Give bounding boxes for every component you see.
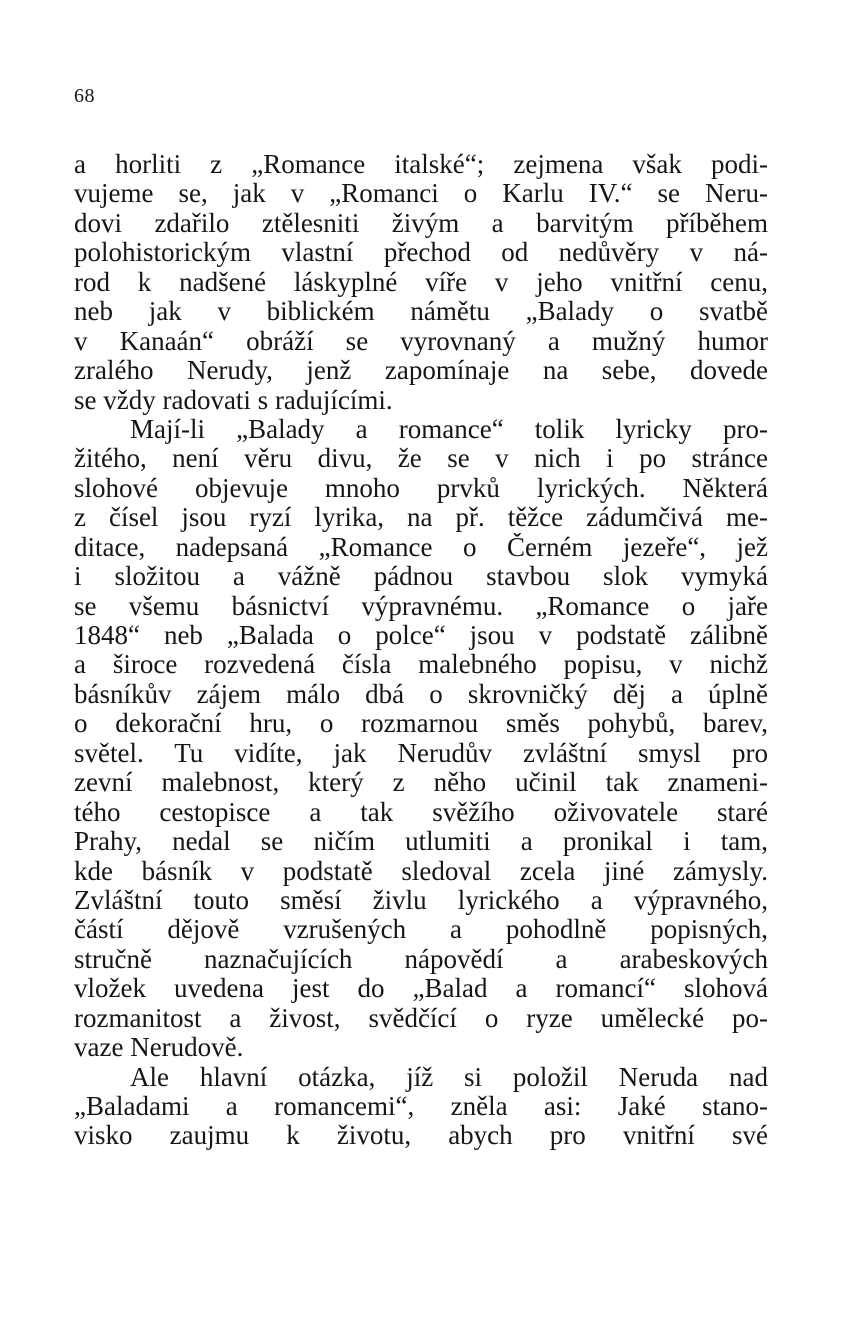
- text-line: v Kanaán“ obráží se vyrovnaný a mužný humor: [74, 326, 768, 356]
- text-line: rod k nadšené láskyplné víře v jeho vnitřní cenu,: [74, 267, 768, 297]
- text-line: ditace, nadepsaná „Romance o Černém jezeře“, jež: [74, 532, 768, 562]
- text-line: rozmanitost a živost, svědčící o ryze umělecké po-: [74, 1003, 768, 1033]
- body-text: [74, 150, 768, 1151]
- text-line: vaze Nerudově.: [74, 1033, 244, 1063]
- text-line: kde básník v podstatě sledoval zcela jiné zámysly.: [74, 856, 768, 886]
- text-line: Mají-li „Balady a romance“ tolik lyricky pro-: [130, 414, 768, 444]
- page-number: 68: [74, 85, 95, 107]
- text-line: 1848“ neb „Balada o polce“ jsou v podstatě zálibně: [74, 621, 768, 650]
- text-line: a horliti z „Romance italské“; zejmena však podi-: [74, 150, 768, 179]
- text-line: o dekorační hru, o rozmarnou směs pohybů, barev,: [74, 709, 768, 739]
- text-line: vložek uvedena jest do „Balad a romancí“ slohová: [74, 974, 768, 1004]
- text-line: vujeme se, jak v „Romanci o Karlu IV.“ se Neru-: [74, 179, 768, 209]
- text-line: dovi zdařilo ztělesniti živým a barvitým příběhem: [74, 208, 768, 238]
- text-line: se vždy radovati s radujícími.: [74, 385, 393, 415]
- text-line: „Baladami a romancemi“, zněla asi: Jaké stano-: [74, 1092, 768, 1121]
- text-line: visko zaujmu k životu, abych pro vnitřní své: [74, 1121, 768, 1151]
- text-line: se všemu básnictví výpravnému. „Romance o jaře: [74, 591, 768, 621]
- text-line: Zvláštní touto směsí živlu lyrického a výpravného,: [74, 885, 768, 915]
- text-line: polohistorickým vlastní přechod od nedůvěry v ná-: [74, 238, 768, 268]
- text-line: stručně naznačujících nápovědí a arabeskových: [74, 944, 768, 974]
- text-line: částí dějově vzrušených a pohodlně popisných,: [74, 915, 768, 945]
- text-line: Ale hlavní otázka, jíž si položil Neruda nad: [130, 1062, 768, 1092]
- text-line: světel. Tu vidíte, jak Nerudův zvláštní smysl pro: [74, 738, 768, 768]
- text-line: žitého, není věru divu, že se v nich i po stránce: [74, 444, 768, 474]
- text-line: zralého Nerudy, jenž zapomínaje na sebe, dovede: [74, 356, 768, 386]
- text-line: básníkův zájem málo dbá o skrovničký děj a úplně: [74, 679, 768, 709]
- text-line: i složitou a vážně pádnou stavbou slok vymyká: [74, 562, 768, 592]
- text-line: neb jak v biblickém námětu „Balady o svatbě: [74, 297, 768, 327]
- text-line: tého cestopisce a tak svěžího oživovatele staré: [74, 797, 768, 827]
- text-line: z čísel jsou ryzí lyrika, na př. těžce zádumčivá me-: [74, 503, 768, 533]
- text-line: zevní malebnost, který z něho učinil tak znameni-: [74, 768, 768, 798]
- text-line: Prahy, nedal se ničím utlumiti a pronikal i tam,: [74, 827, 768, 857]
- text-line: slohové objevuje mnoho prvků lyrických. Některá: [74, 473, 768, 503]
- text-line: a široce rozvedená čísla malebného popisu, v nichž: [74, 650, 768, 680]
